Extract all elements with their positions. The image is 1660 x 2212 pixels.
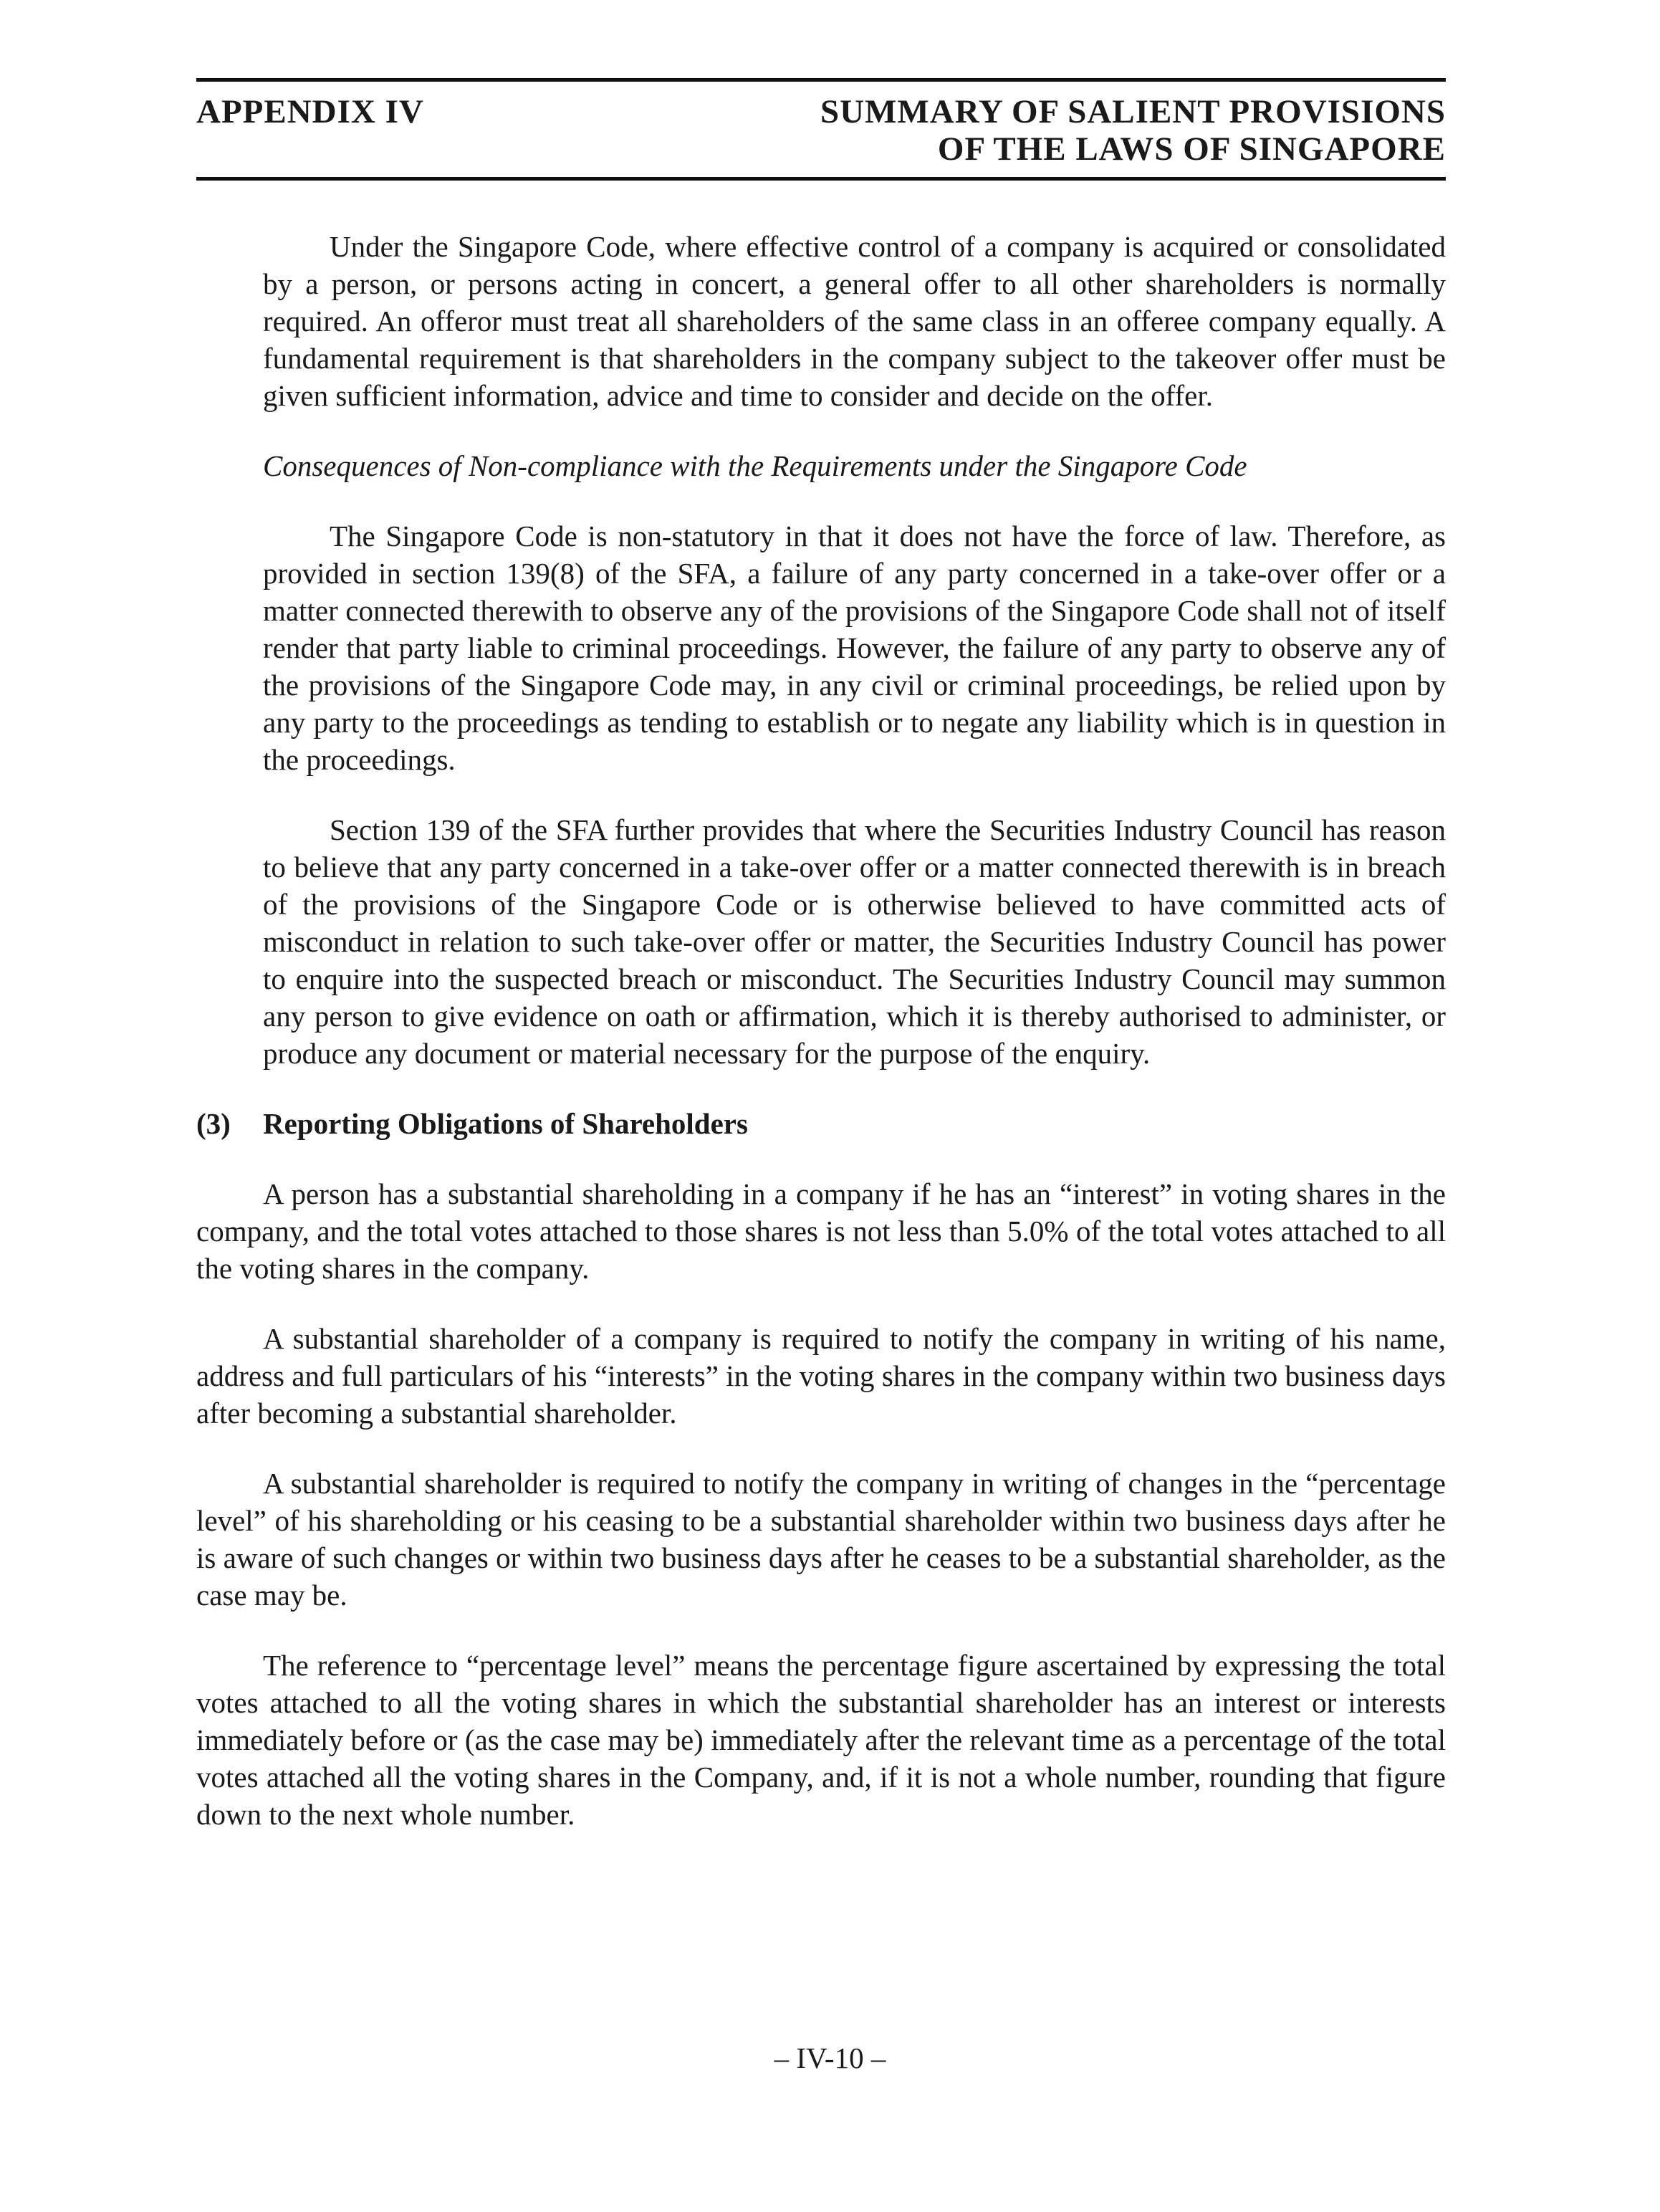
header-title-line-1: SUMMARY OF SALIENT PROVISIONS: [820, 93, 1446, 130]
section-title: Reporting Obligations of Shareholders: [263, 1107, 748, 1140]
header-top-rule: [196, 78, 1446, 82]
page-number: – IV-10 –: [774, 2041, 886, 2074]
paragraph-section-139: Section 139 of the SFA further provides that where the Securities Industry Council has reason to believe that any party concerned in a take-over offer or a matter connected therewith is in breach of the provisions of the Singapore Code or is otherwise believed to have committed acts of misconduct in relation to such take-over offer or matter, the Securities Industry Council has power to enquire into the suspected breach or misconduct. The Securities Industry Council may summon any person to give evidence on oath or affirmation, which it is thereby authorised to administer, or produce any document or material necessary for the purpose of the enquiry.: [263, 813, 1446, 1070]
paragraph-substantial-shareholding: A person has a substantial shareholding in a company if he has an “interest” in voting shares in the company, and the total votes attached to those shares is not less than 5.0% of the total votes attached to all the voting shares in the company.: [196, 1177, 1446, 1285]
header-title: [820, 93, 1446, 168]
paragraph-notify-company: A substantial shareholder of a company is required to notify the company in writing of his name, address and full particulars of his “interests” in the voting shares in the company within two business days after becoming a substantial shareholder.: [196, 1322, 1446, 1430]
header-bottom-rule: [196, 177, 1446, 181]
document-body: [196, 228, 1446, 1833]
paragraph-non-statutory-code: The Singapore Code is non-statutory in that it does not have the force of law. Therefore, as provided in section 139(8) of the SFA, a failure of any party concerned in a take-over offer or a matter connected therewith to observe any of the provisions of the Singapore Code shall not of itself render that party liable to criminal proceedings. However, the failure of any party to observe any of the provisions of the Singapore Code may, in any civil or criminal proceedings, be relied upon by any party to the proceedings as tending to establish or to negate any liability which is in question in the proceedings.: [263, 520, 1446, 776]
appendix-label: APPENDIX IV: [196, 93, 424, 130]
section-heading-reporting-obligations: [196, 1105, 1446, 1142]
paragraph-takeover-general-offer: Under the Singapore Code, where effective control of a company is acquired or consolidated by a person, or persons acting in concert, a general offer to all other shareholders is normally required. An offeror must treat all shareholders of the same class in an offeree company equally. A fundamental requirement is that shareholders in the company subject to the takeover offer must be given sufficient information, advice and time to consider and decide on the offer.: [263, 230, 1446, 412]
paragraph-notify-changes: A substantial shareholder is required to notify the company in writing of changes in the “percentage level” of his shareholding or his ceasing to be a substantial shareholder within two business days after he is aware of such changes or within two business days after he ceases to be a substantial shareholder, as the case may be.: [196, 1467, 1446, 1612]
paragraph-percentage-level: The reference to “percentage level” means the percentage figure ascertained by expressing the total votes attached to all the voting shares in which the substantial shareholder has an interest or interests immediately before or (as the case may be) immediately after the relevant time as a percentage of the total votes attached all the voting shares in the Company, and, if it is not a whole number, rounding that figure down to the next whole number.: [196, 1649, 1446, 1831]
subheading-non-compliance: Consequences of Non-compliance with the Requirements under the Singapore Code: [263, 449, 1247, 482]
header-title-line-2: OF THE LAWS OF SINGAPORE: [937, 130, 1446, 168]
section-number: (3): [196, 1107, 231, 1140]
